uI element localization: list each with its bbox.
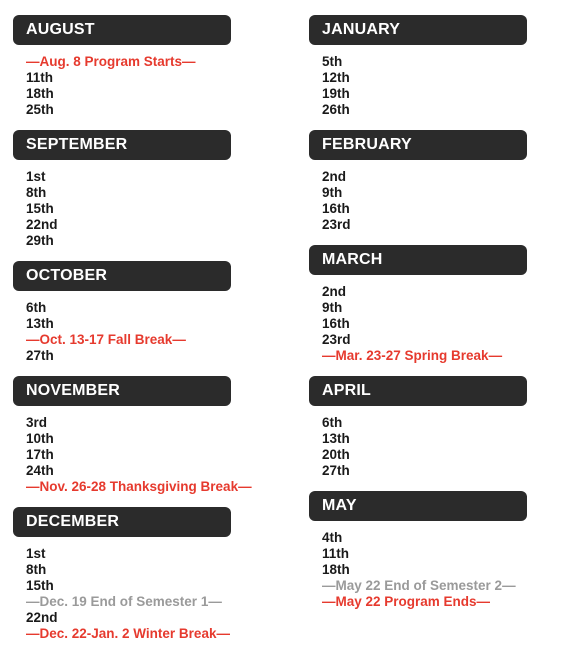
date-list [309,530,569,610]
date-item: 11th [322,546,350,561]
date-item: 10th [26,431,54,446]
date-item: 13th [322,431,350,446]
date-item: 11th [26,70,54,85]
month-section-november [13,376,273,495]
month-header: MARCH [309,245,527,275]
date-item: 15th [26,578,54,593]
semester-note: —Dec. 19 End of Semester 1— [26,594,222,609]
date-item: 19th [322,86,350,101]
date-item: 8th [26,562,47,577]
month-header: FEBRUARY [309,130,527,160]
month-section-august [13,15,273,118]
event-note: —Oct. 13-17 Fall Break— [26,332,186,347]
date-item: 23rd [322,217,351,232]
semester-note: —May 22 End of Semester 2— [322,578,516,593]
month-section-january [309,15,569,118]
month-section-april [309,376,569,479]
month-section-october [13,261,273,364]
date-item: 18th [26,86,54,101]
date-item: 2nd [322,284,347,299]
month-section-march [309,245,569,364]
event-note: —Mar. 23-27 Spring Break— [322,348,503,363]
date-item: 22nd [26,217,58,232]
date-item: 27th [26,348,54,363]
date-item: 15th [26,201,54,216]
date-item: 24th [26,463,54,478]
date-item: 4th [322,530,343,545]
date-list [13,54,273,118]
date-list [13,546,273,642]
date-list [309,169,569,233]
month-header: JANUARY [309,15,527,45]
date-item: 29th [26,233,54,248]
date-item: 17th [26,447,54,462]
month-header: OCTOBER [13,261,231,291]
month-section-december [13,507,273,642]
date-item: 9th [322,300,343,315]
date-item: 1st [26,169,46,184]
date-list [13,300,273,364]
date-item: 26th [322,102,350,117]
date-item: 23rd [322,332,351,347]
event-note: —May 22 Program Ends— [322,594,491,609]
month-section-september [13,130,273,249]
date-item: 13th [26,316,54,331]
date-item: 27th [322,463,350,478]
date-item: 5th [322,54,343,69]
event-note: —Aug. 8 Program Starts— [26,54,196,69]
right-column [309,15,569,622]
date-item: 6th [322,415,343,430]
date-list [309,54,569,118]
month-header: NOVEMBER [13,376,231,406]
date-item: 16th [322,316,350,331]
date-item: 12th [322,70,350,85]
date-item: 18th [322,562,350,577]
date-list [309,415,569,479]
month-section-february [309,130,569,233]
date-item: 8th [26,185,47,200]
event-note: —Dec. 22-Jan. 2 Winter Break— [26,626,230,641]
event-note: —Nov. 26-28 Thanksgiving Break— [26,479,252,494]
month-section-may [309,491,569,610]
date-item: 6th [26,300,47,315]
month-header: APRIL [309,376,527,406]
month-header: AUGUST [13,15,231,45]
date-list [13,169,273,249]
date-item: 2nd [322,169,347,184]
left-column [13,15,273,654]
date-item: 3rd [26,415,48,430]
month-header: SEPTEMBER [13,130,231,160]
date-item: 20th [322,447,350,462]
month-header: DECEMBER [13,507,231,537]
date-list [13,415,273,495]
month-header: MAY [309,491,527,521]
date-item: 16th [322,201,350,216]
date-item: 1st [26,546,46,561]
date-list [309,284,569,364]
date-item: 22nd [26,610,58,625]
date-item: 25th [26,102,54,117]
date-item: 9th [322,185,343,200]
